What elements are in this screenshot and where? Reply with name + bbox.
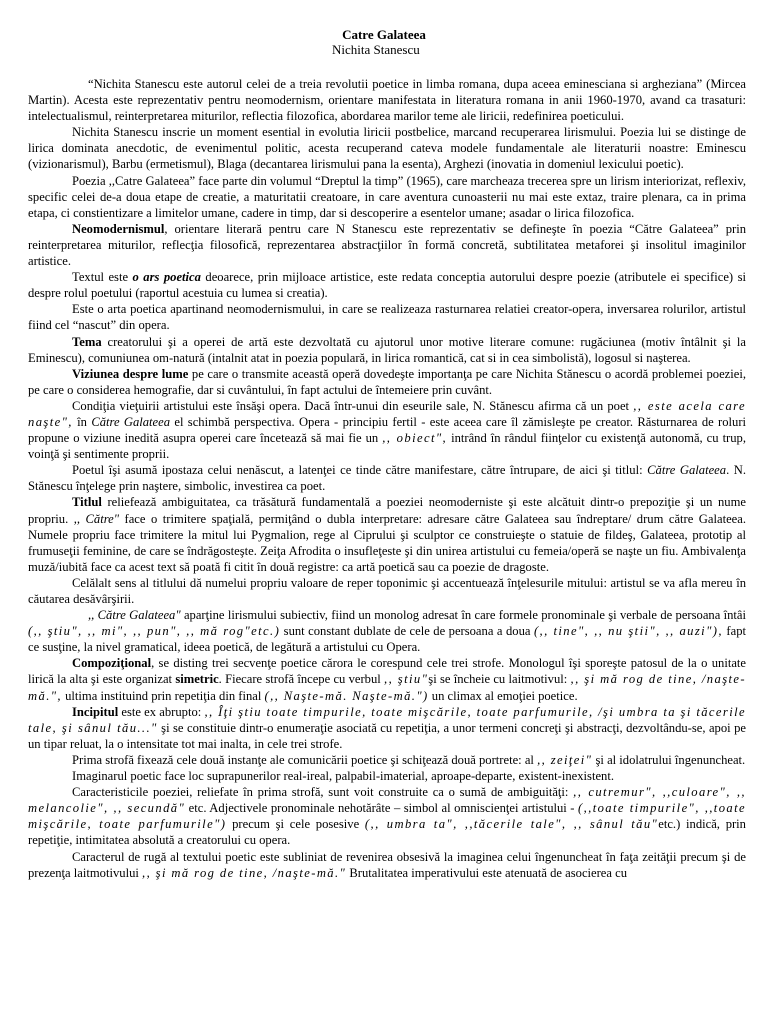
quote-laitmotiv: ,, şi mă rog de tine, /naşte-mă.", — [28, 672, 746, 703]
paragraph-14-text-a: , se disting trei secvenţe poetice cărora le corespund cele trei strofe. Monologul îşi sporeşte patosul de la o unitate lirică la alta şi este organizat — [28, 656, 746, 687]
paragraph-14-text-e: un climax al emoţiei poetice. — [428, 688, 578, 703]
paragraph-15-text-b: şi se constituie dintr-o enumeraţie asociată cu repetiţia, a unor termeni concreţi şi abstracţi, dezvoltându-se, apoi pe un tipar reluat, la o intensitate tot mai inalta, in cele trei strofe. — [28, 720, 746, 751]
paragraph-19-text-b: Brutalitatea imperativului este atenuată de asocierea cu — [346, 865, 628, 880]
paragraph-10 — [28, 462, 746, 494]
paragraph-9 — [28, 398, 746, 462]
quote-catre: ,, Către" — [73, 511, 120, 526]
paragraph-19 — [28, 849, 746, 881]
paragraph-9-text-b: în — [72, 414, 92, 429]
term-simetric: simetric — [175, 672, 219, 687]
title-reference: Către Galateea — [91, 414, 171, 429]
quote-persoana-intai: (,, ştiu", ,, mi", ,, pun", ,, mă rog"etc.) — [28, 624, 281, 639]
paragraph-15 — [28, 704, 746, 752]
paragraph-16-text-b: şi al idolatrului îngenuncheat. — [592, 752, 746, 767]
paragraph-9-text-c: el schimbă perspectiva. Opera - principiu fertil - este aceea care îl zămisleşte pe creator. Răsturnarea de roluri propune o viziune inedită asupra operei care încetează să mai fie un — [28, 414, 747, 446]
document-author: Nichita Stanescu — [332, 42, 420, 57]
paragraph-8-text: pe care o transmite această operă dovedeşte importanţa pe care Nichita Stănescu o acordă problemei poeziei, pe care o considerea hemografie, dar si cuvântului, în fapt actului de întemeiere prin cuvânt. — [28, 366, 746, 397]
paragraph-5-text-a: Textul este — [72, 270, 133, 285]
paragraph-6: Este o arta poetica apartinand neomodernismului, in care se realizeaza rasturnarea relatiei creator-opera, inversarea rolurilor, artistul fiind cel “nascut” din opera. — [28, 302, 746, 333]
paragraph-10-text-a: Poetul îşi asumă ipostaza celui nenăscut, a latenţei ce tinde către manifestare, către întrupare, de aici şi titlul: — [72, 463, 648, 478]
paragraph-18-text-a: Caracteristicile poeziei, reliefate în prima strofă, sunt voit construite ca o sumă de ambiguităţi: — [72, 785, 574, 800]
quote-stiu: ,, ştiu" — [384, 672, 429, 687]
quote-naste-ma: (,, Naşte-mă. Naşte-mă.") — [264, 688, 429, 703]
paragraph-11 — [28, 494, 746, 574]
paragraph-12: Celălalt sens al titlului dă numelui propriu valoare de reper toponimic şi accentuează înţelesurile mitului: artistul se va afla mereu în căutarea desăvârşirii. — [28, 575, 746, 606]
quote-obiect: ,, obiect", — [382, 431, 448, 446]
term-compozitional: Compoziţional — [72, 656, 152, 671]
paragraph-7 — [28, 334, 746, 366]
paragraph-13 — [28, 607, 746, 655]
paragraph-19-text-a: Caracterul de rugă al textului poetic este subliniat de revenirea obsesivă la imaginea celui îngenuncheat în faţa zeităţii precum şi de prezenţa laitmotivului — [28, 849, 746, 880]
term-viziunea: Viziunea despre lume — [72, 366, 189, 381]
paragraph-14-text-d: ultima instituind prin repetiţia din final — [61, 688, 265, 703]
quote-adjective-posesive: (,, umbra ta", ,,tăcerile tale", ,, sânul tău" — [364, 817, 659, 832]
term-tema: Tema — [72, 334, 102, 349]
paragraph-18 — [28, 784, 746, 848]
paragraph-11-text-b: face o trimitere spaţială, permiţând o dubla interpretare: adresare către Galateea sau îndreptare/ drum către Galateea. Numele propriu face trimitere la mitul lui Pygmalion, rege al Ciprului şi sculptor ce construieşte o statuie de fildeş, Galateea, prototip al frumuseţii feminine, de care se îndrăgosteşte. Zeiţa Afrodita o insufleţeste şi din unirea artistului cu femeia/operă se naşte un fiu. Ambivalenţa muză/iubită face ca acest text să poată fi citit în două registre: ca artă poetică sau ca poezie de dragoste. — [28, 511, 746, 574]
paragraph-14 — [28, 655, 746, 703]
paragraph-18-text-d: etc.) indică, prin repetiţie, intimitatea absolută a creatorului cu opera. — [28, 817, 746, 848]
quote-incipit: ,, Îţi ştiu toate timpurile, toate mişcările, toate parfumurile, /şi umbra ta şi tăcerile tale, şi sânul tău..." — [28, 704, 746, 735]
term-titlul: Titlul — [72, 495, 102, 510]
document-title: Catre Galateea — [342, 27, 426, 42]
paragraph-14-text-c: şi se încheie cu laitmotivul: — [428, 672, 571, 687]
paragraph-13-text-a: aparţine lirismului subiectiv, fiind un monolog adresat în care formele pronominale şi verbale de persoana întâi — [180, 608, 747, 623]
document-body — [28, 76, 746, 881]
paragraph-8 — [28, 366, 746, 398]
paragraph-16 — [28, 752, 746, 768]
paragraph-1: “Nichita Stanescu este autorul celei de a treia revolutii poetice in limba romana, dupa aceea eminesciana si argheziana” (Mircea Martin). Acesta este reprezentativ pentru neomodernism, orientare manifestata in literatura romana in anii 1960-1970, avand ca trasaturi: intelectualismul, reinterpretarea miturilor, reflectia filozofica, abordarea marilor teme ale liricii, redefinirea poeticului. — [28, 77, 746, 124]
paragraph-9-text-a: Condiţia vieţuirii artistului este însăşi opera. Dacă într-unui din eseurile sale, N. Stănescu afirma că un poet — [72, 398, 634, 413]
quote-ruga: ,, şi mă rog de tine, /naşte-mă." — [142, 865, 347, 880]
paragraph-9-text-d: intrând în rândul fiinţelor cu existenţă autonomă, cu trup, voinţă şi sentimente proprii. — [28, 431, 746, 462]
paragraph-10-text-b: . N. Stănescu înţelege prin naştere, simbolic, investirea ca poet. — [28, 463, 747, 494]
quote-persoana-doua: (,, tine", ,, nu ştii", ,, auzi"), — [533, 624, 723, 639]
paragraph-13-text-b: sunt constant dublate de cele de persoana a doua — [280, 624, 534, 639]
paragraph-13-text-c: fapt ce susţine, la nivel gramatical, ideea poetică, de legătură a artistului cu Opera. — [28, 624, 746, 655]
title-reference: ,, Către Galateea" — [88, 608, 181, 623]
quote-zeitei: ,, zeiţei" — [537, 752, 593, 767]
paragraph-2: Nichita Stanescu inscrie un moment esential in evolutia liricii postbelice, marcand recuperarea lirismului. Poezia lui se distinge de lirica dominata anecdotic, de evenimentul politic, acesta recuperand cateva modele fundamentale ale literaturii noastre: Eminescu (vizionarismul), Barbu (ermetismul), Blaga (decantarea lirismului pana la esenta), Arghezi (inovatia in domeniul lexicului poetic). — [28, 125, 746, 172]
paragraph-3: Poezia ,,Catre Galateea” face parte din volumul “Dreptul la timp” (1965), care marcheaza trecerea spre un lirism interiorizat, reflexiv, specific celei de-a doua etape de creatie, a maturitatii creatoare, in care aventura cunoasterii nu mai este extaz, traire plenara, ca in prima etapa, ci constientizare a limitelor umane, cadere in timp, dar si descoperire a esentelor umane; asadar o lirica filozofica. — [28, 173, 746, 220]
paragraph-17: Imaginarul poetic face loc suprapunerilor real-ireal, palpabil-imaterial, aproape-departe, existent-inexistent. — [72, 769, 614, 784]
paragraph-4 — [28, 221, 746, 269]
paragraph-15-text-a: este ex abrupto: — [118, 704, 205, 719]
paragraph-14-text-b: . Fiecare strofă începe cu verbul — [218, 672, 385, 687]
quote-este-acela: ,, este acela care naşte", — [28, 398, 746, 429]
paragraph-16-text-a: Prima strofă fixează cele două instanţe ale comunicării poetice şi schiţează două portrete: al — [72, 752, 538, 767]
term-incipitul: Incipitul — [72, 704, 119, 719]
quote-adjective-nehotarate: (,,toate timpurile", ,,toate mişcările, toate parfumurile") — [28, 801, 746, 832]
paragraph-4-text: , orientare literară pentru care N Stanescu este reprezentativ se defineşte în poezia “Către Galateea” prin reinterpretarea miturilor, reflecţia filosofică, reprezentarea abstracţiilor în formă concretă, subtilitatea metaforei şi insolitul imaginilor artistice. — [28, 221, 746, 269]
paragraph-18-text-b: etc. Adjectivele pronominale nehotărâte – simbol al omniscienţei artistului - — [185, 801, 578, 816]
paragraph-5 — [28, 269, 746, 301]
paragraph-5-text-b: deoarece, prin mijloace artistice, este redata conceptia autorului despre poezie (atributele ei specifice) si despre rolul poetului (raportul acestuia cu lumea si creatia). — [28, 270, 746, 301]
title-reference: Către Galateea — [647, 463, 727, 478]
paragraph-11-text-a: reliefează ambiguitatea, ca trăsătură fundamentală a poeziei neomoderniste şi este alcătuit dintr-o prepoziţie şi un nume propriu. — [28, 495, 746, 526]
paragraph-7-text: creatorului şi a operei de artă este dezvoltată cu ajutorul unor motive literare comune: rugăciunea (motiv întâlnit şi la Eminescu), comuniunea om-natură (intalnit atat in poezia populară, in lirica romantică, cat si in cea simbolistă), logosul si naşterea. — [28, 334, 746, 365]
term-ars-poetica: o ars poetica — [132, 270, 201, 285]
paragraph-18-text-c: precum şi cele posesive — [226, 817, 365, 832]
quote-ambiguitati: ,, cutremur", ,,culoare", ,, melancolie", ,, secundă" — [28, 785, 746, 816]
term-neomodernism: Neomodernismul — [72, 221, 165, 236]
